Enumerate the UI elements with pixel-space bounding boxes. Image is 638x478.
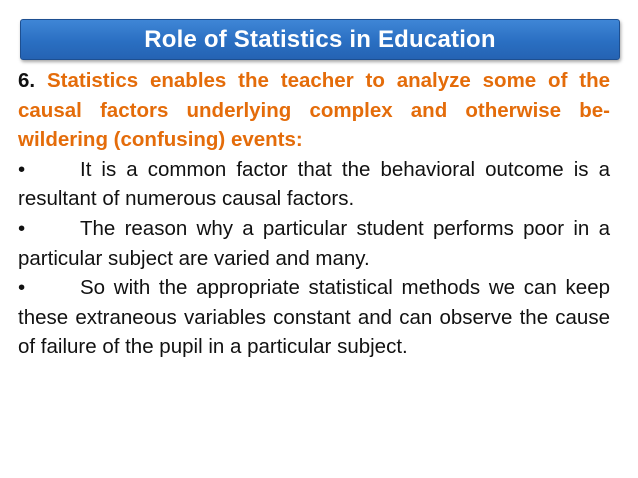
point-heading-text: Statistics enables the teacher to analyze some of the causal factors underlying complex and otherwise be-wildering (confusing) events: [18,69,611,152]
bullet-text: So with the appropriate statistical methods we can keep these extraneous variables constant and can observe the cause of failure of the pupil in a particular subject. [18,276,610,359]
bullet-item [18,214,610,273]
point-number: 6. [18,69,36,92]
title-bar [20,19,620,60]
bullet-text: It is a common factor that the behavioral outcome is a resultant of numerous causal factors. [18,157,610,211]
bullet-text: The reason why a particular student performs poor in a particular subject are varied and many. [18,216,610,270]
bullet-marker: • [18,216,26,240]
bullet-item [18,273,610,362]
point-heading [18,66,610,155]
bullet-marker: • [18,157,26,181]
bullet-marker: • [18,276,26,300]
slide-title: Role of Statistics in Education [144,25,496,53]
slide-content [18,66,610,362]
bullet-item [18,155,610,214]
